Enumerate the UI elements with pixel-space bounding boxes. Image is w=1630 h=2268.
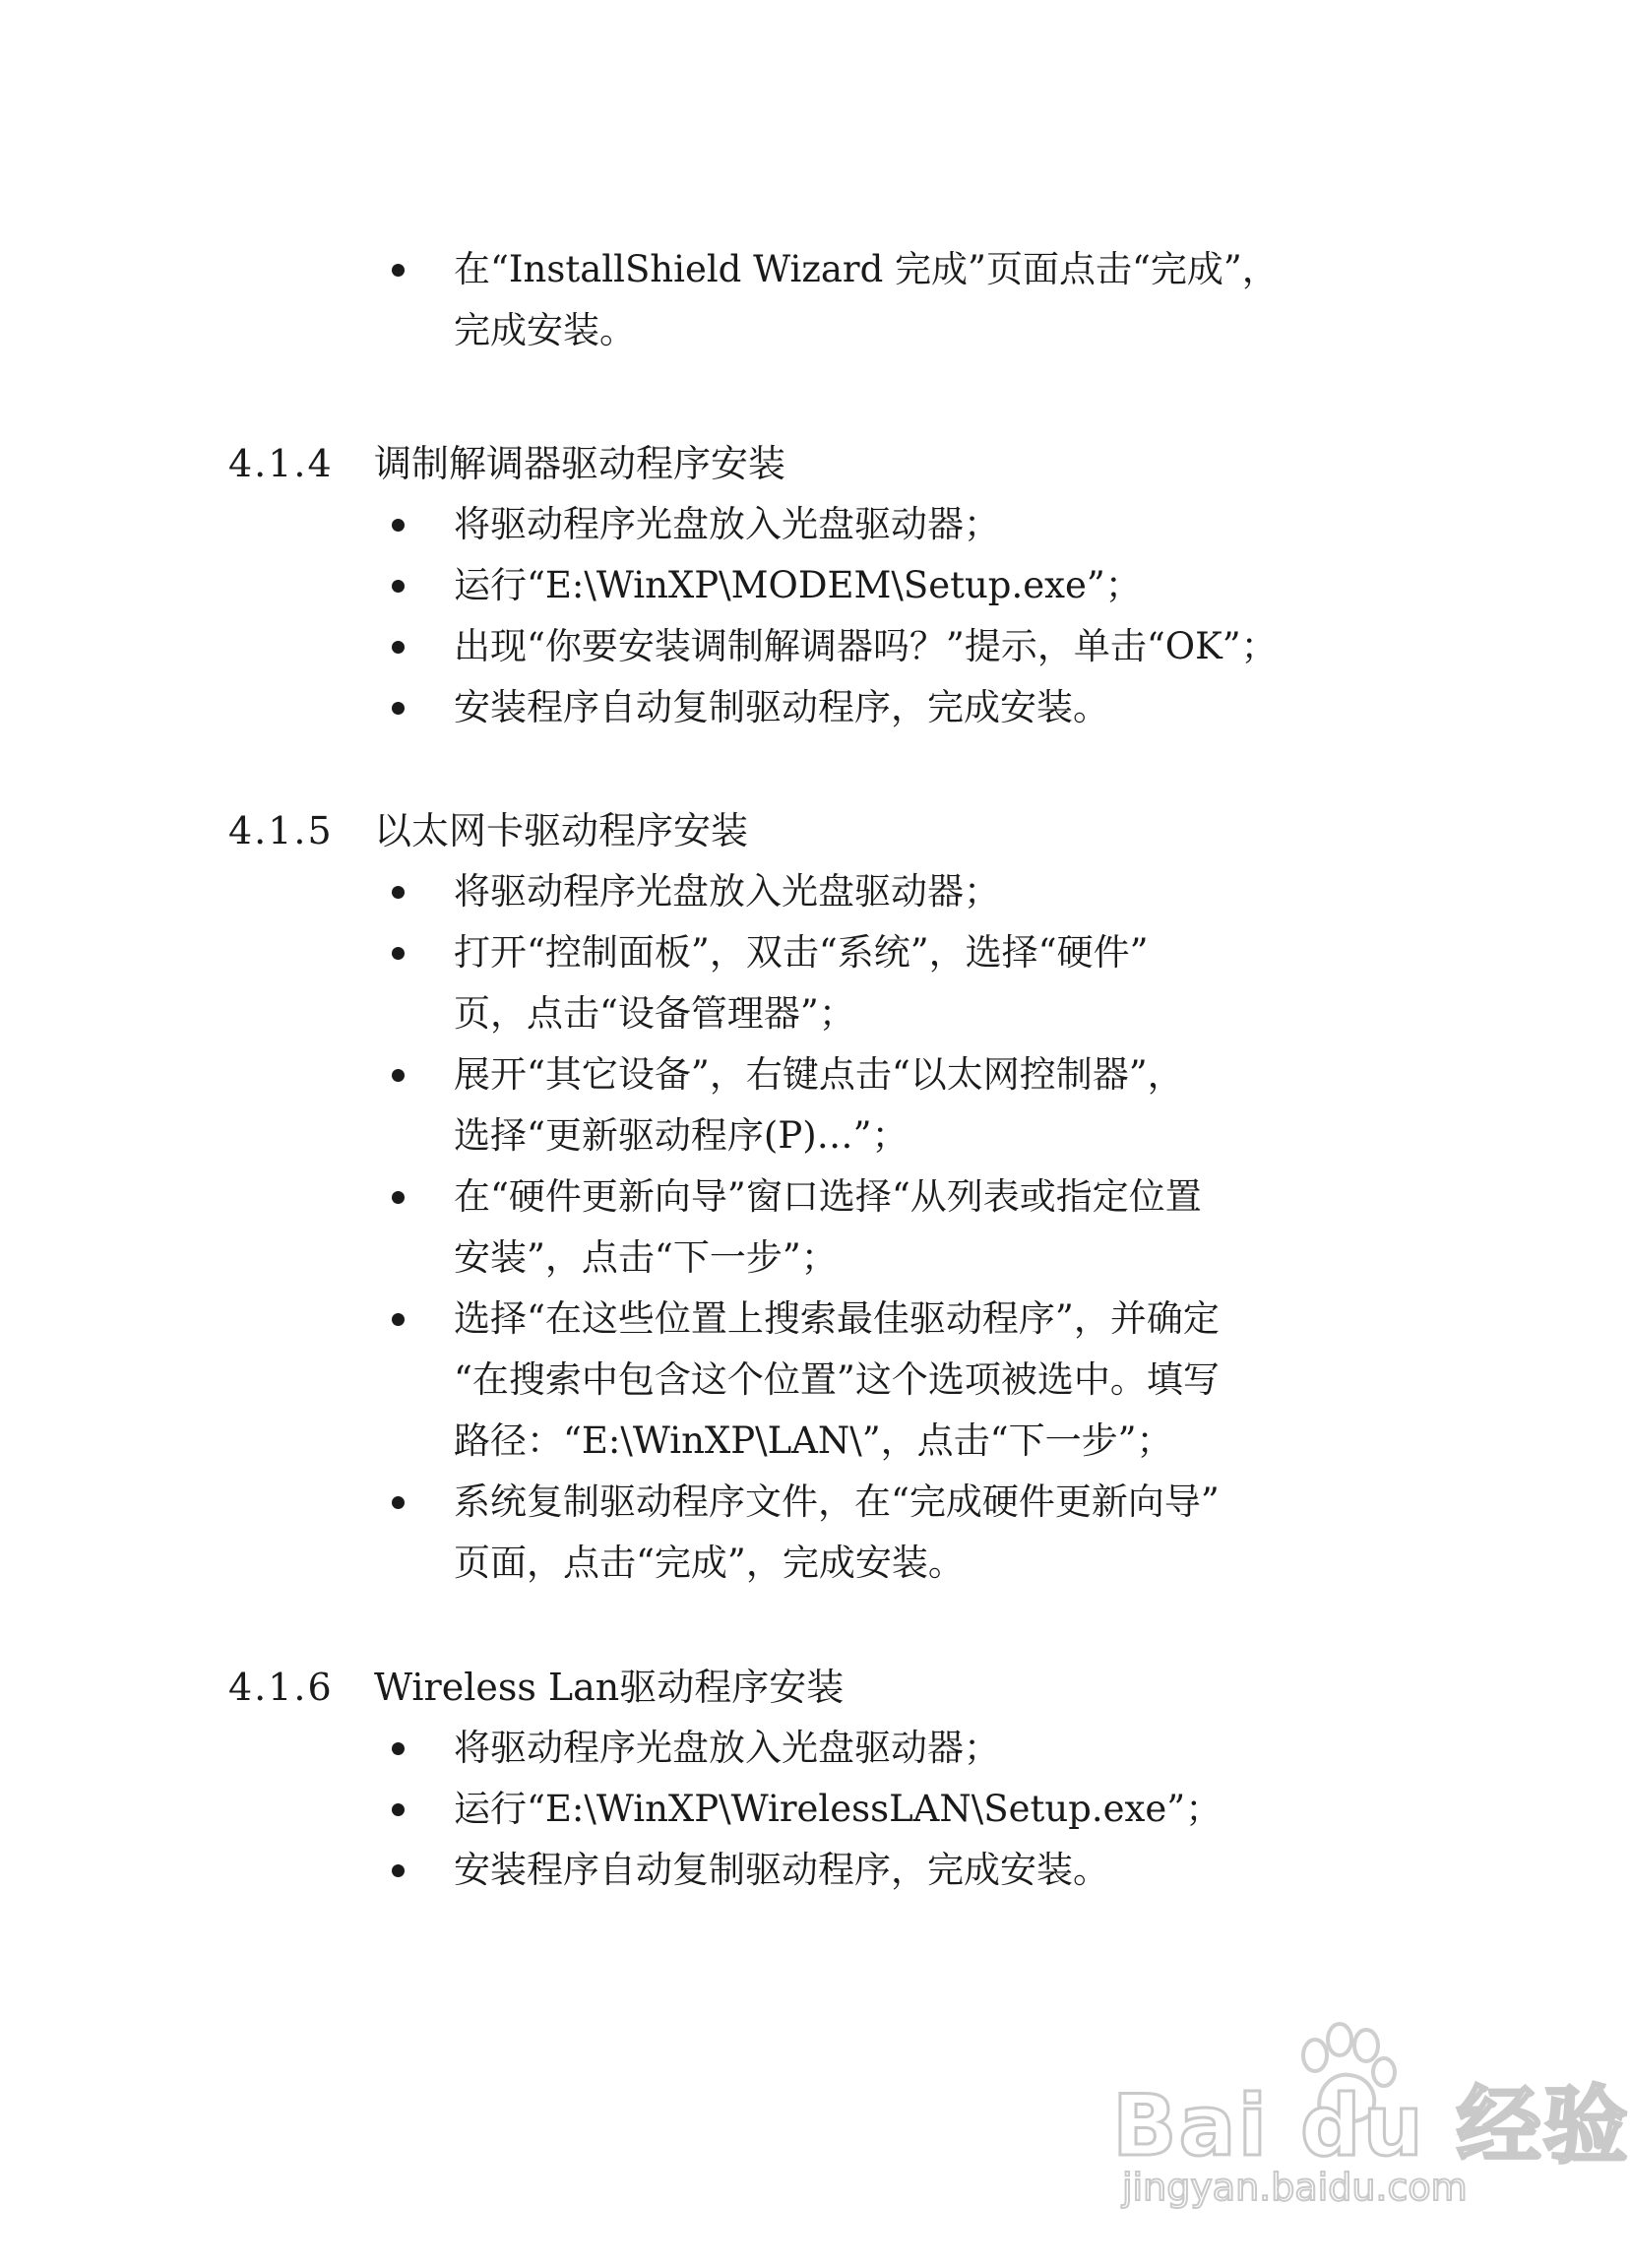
list-item-line: 将驱动程序光盘放入光盘驱动器； (454, 1727, 1000, 1769)
section-title: 以太网卡驱动程序安装 (374, 809, 749, 852)
list-item-line: 安装”，点击“下一步”； (454, 1236, 838, 1279)
bullet-icon (392, 580, 405, 593)
list-item-line: “在搜索中包含这个位置”这个选项被选中。填写 (454, 1358, 1220, 1401)
bullet-icon (392, 1864, 405, 1877)
bullet-icon (392, 641, 405, 654)
bullet-icon (392, 1069, 405, 1082)
list-item-line: 选择“更新驱动程序(P)…”； (454, 1114, 909, 1157)
list-item-line: 选择“在这些位置上搜索最佳驱动程序”，并确定 (454, 1297, 1220, 1340)
baidu-watermark (1112, 2018, 1630, 2215)
list-item-line: 将驱动程序光盘放入光盘驱动器； (454, 503, 1000, 545)
bullet-icon (392, 1313, 405, 1326)
bullet-icon (392, 519, 405, 532)
list-item-line: 展开“其它设备”，右键点击“以太网控制器”， (454, 1053, 1184, 1096)
list-item-line: 页面，点击“完成”，完成安装。 (454, 1542, 965, 1584)
bullet-icon (392, 1803, 405, 1816)
list-item-line: 完成安装。 (454, 309, 636, 351)
bullet-icon (392, 264, 405, 277)
list-item-line: 安装程序自动复制驱动程序，完成安装。 (454, 686, 1109, 728)
bullet-icon (392, 1496, 405, 1509)
section-heading (228, 807, 748, 854)
list-item-line: 运行“E:\WinXP\MODEM\Setup.exe”； (454, 564, 1142, 606)
bullet-icon (392, 702, 405, 715)
section-title: Wireless Lan驱动程序安装 (374, 1666, 845, 1709)
list-item-line: 打开“控制面板”，双击“系统”，选择“硬件” (454, 931, 1149, 974)
list-item-line: 安装程序自动复制驱动程序，完成安装。 (454, 1849, 1109, 1891)
list-item-line: 运行“E:\WinXP\WirelessLAN\Setup.exe”； (454, 1788, 1222, 1830)
list-item-line: 在“硬件更新向导”窗口选择“从列表或指定位置 (454, 1175, 1202, 1218)
watermark-brand: Bai du 经验 (1112, 2077, 1630, 2175)
section-title: 调制解调器驱动程序安装 (374, 442, 786, 485)
section-number: 4.1.6 (228, 1666, 334, 1709)
list-item-line: 路径：“E:\WinXP\LAN\”，点击“下一步”； (454, 1419, 1173, 1462)
section-heading (228, 1664, 844, 1711)
bullet-icon (392, 1191, 405, 1204)
list-item-line: 在“InstallShield Wizard 完成”页面点击“完成”， (454, 248, 1279, 290)
bullet-icon (392, 886, 405, 899)
section-heading (228, 440, 785, 487)
bullet-icon (392, 1742, 405, 1755)
watermark-url: jingyan.baidu.com (1122, 2166, 1468, 2209)
section-number: 4.1.5 (228, 809, 334, 852)
section-number: 4.1.4 (228, 442, 334, 485)
list-item-line: 页，点击“设备管理器”； (454, 992, 855, 1035)
list-item-line: 系统复制驱动程序文件，在“完成硬件更新向导” (454, 1480, 1220, 1523)
bullet-icon (392, 947, 405, 960)
list-item-line: 将驱动程序光盘放入光盘驱动器； (454, 870, 1000, 913)
list-item-line: 出现“你要安装调制解调器吗？”提示，单击“OK”； (454, 625, 1278, 667)
